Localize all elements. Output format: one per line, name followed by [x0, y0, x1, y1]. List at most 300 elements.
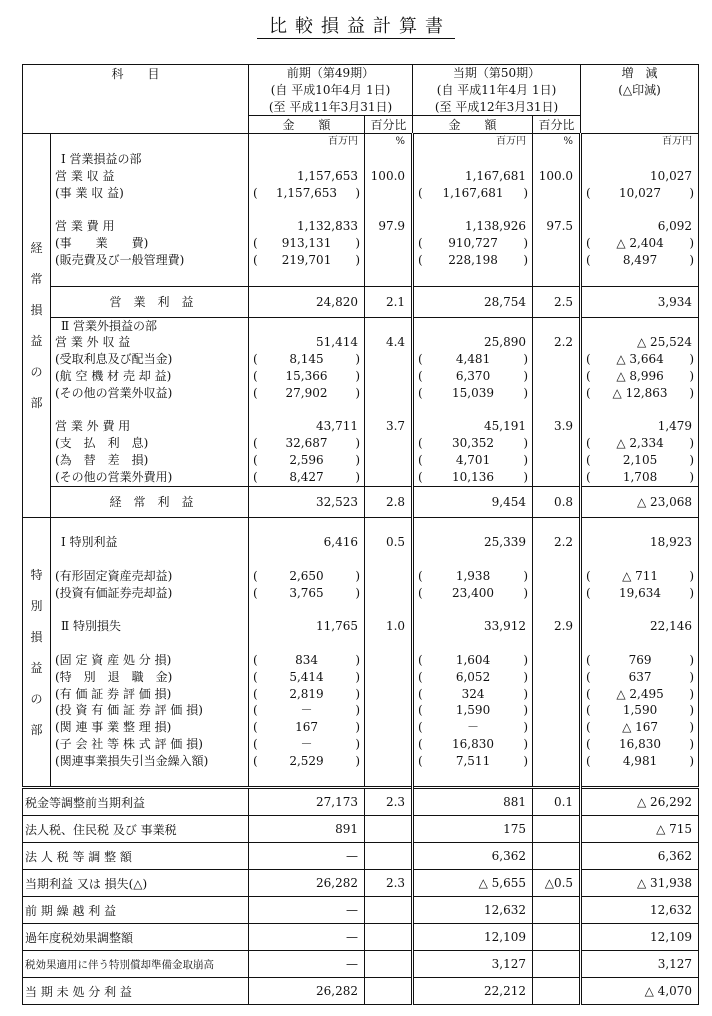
prev-amount: 167 — [295, 720, 318, 735]
curr-amount — [414, 652, 532, 669]
summary-label: 当期利益 又は 損失(△) — [23, 870, 249, 897]
empty — [533, 185, 579, 202]
empty — [582, 318, 698, 335]
paren-close: ) — [689, 753, 695, 768]
prev-amount — [249, 702, 364, 719]
curr-ratio: 3.9 — [553, 419, 574, 434]
paren-open: ( — [418, 185, 423, 200]
curr-amount: 25,339 — [484, 535, 527, 550]
paren-close: ) — [523, 753, 529, 768]
paren-open: ( — [253, 720, 258, 735]
diff-amount: 6,092 — [657, 219, 693, 234]
prev-ratio: 0.5 — [385, 535, 406, 550]
summary-curr: 12,109 — [413, 924, 533, 951]
spacer — [51, 769, 248, 786]
curr-ratio-cell — [533, 517, 581, 788]
prev-amount: 1,157,653 — [296, 168, 359, 183]
paren-open: ( — [586, 452, 591, 467]
curr-amount: 1,590 — [455, 703, 491, 718]
summary-curr: 881 — [413, 788, 533, 816]
spacer — [414, 269, 532, 286]
prev-amount: 2,529 — [289, 753, 324, 768]
empty — [533, 351, 579, 368]
prev-amount: 1,132,833 — [296, 219, 359, 234]
empty — [533, 151, 579, 168]
prev-amount — [249, 185, 364, 202]
summary-prev-ratio: 2.3 — [365, 788, 413, 816]
row-label: (為 替 差 損) — [55, 452, 149, 467]
prev-period-line: (至 平成11年3月31日) — [268, 99, 393, 114]
curr-amount: 1,167,681 — [442, 185, 504, 200]
paren-close: ) — [689, 585, 695, 600]
prev-amount: － — [300, 736, 313, 751]
summary-curr-ratio — [533, 951, 581, 978]
side-char: 部 — [30, 722, 43, 737]
diff-amount: 3,934 — [657, 294, 693, 309]
summary-label: 当 期 未 処 分 利 益 — [23, 978, 249, 1005]
row-label: (受取利息及び配当金) — [55, 352, 173, 367]
curr-amount — [414, 702, 532, 719]
paren-open: ( — [586, 185, 591, 200]
paren-close: ) — [355, 185, 360, 200]
empty — [533, 568, 579, 585]
diff-amount — [582, 185, 698, 202]
spacer — [249, 202, 364, 219]
prev-amount-cell — [249, 486, 365, 517]
summary-prev-ratio — [365, 816, 413, 843]
spacer — [414, 602, 532, 619]
summary-diff: △ 31,938 — [581, 870, 699, 897]
empty — [365, 185, 411, 202]
paren-close: ) — [355, 753, 360, 768]
diff-amount — [582, 568, 698, 585]
curr-amount: 4,481 — [455, 352, 491, 367]
curr-amount: 6,052 — [455, 669, 491, 684]
side-char: の — [30, 365, 43, 380]
label-cell — [51, 486, 249, 517]
row-label: (投 資 有 価 証 券 評 価 損) — [55, 703, 203, 718]
prev-ratio-cell — [365, 517, 413, 788]
diff-amount: 637 — [628, 669, 652, 684]
prev-amount: 11,765 — [316, 619, 359, 634]
ratio-header: 百分比 — [365, 116, 413, 134]
prev-amount — [249, 719, 364, 736]
curr-amount — [414, 736, 532, 753]
paren-close: ) — [523, 185, 529, 200]
empty — [533, 702, 579, 719]
row-label: (固 定 資 産 処 分 損) — [55, 652, 172, 667]
paren-open: ( — [418, 436, 423, 451]
side-char: 損 — [30, 629, 43, 644]
side-char: 益 — [30, 334, 43, 349]
spacer — [414, 518, 532, 535]
curr-amount: 23,400 — [452, 585, 495, 600]
spacer — [249, 769, 364, 786]
diff-header-line: 増 減 — [621, 66, 658, 80]
row-label: 営 業 外 費 用 — [55, 419, 131, 434]
spacer — [414, 635, 532, 652]
curr-amount: 6,370 — [455, 368, 491, 383]
paren-open: ( — [586, 669, 591, 684]
diff-amount: △ 2,334 — [616, 436, 664, 451]
prev-period-line: (自 平成10年4月 1日) — [270, 82, 391, 97]
empty — [365, 452, 411, 469]
curr-amount — [414, 753, 532, 770]
diff-amount: △ 3,664 — [616, 352, 664, 367]
paren-close: ) — [689, 652, 695, 667]
curr-ratio: 2.2 — [553, 535, 574, 550]
curr-amount: 28,754 — [484, 294, 527, 309]
paren-open: ( — [586, 686, 591, 701]
side-char: 常 — [30, 272, 43, 287]
row-label — [51, 134, 248, 151]
row-label: (その他の営業外費用) — [55, 469, 173, 484]
diff-amount — [582, 686, 698, 703]
empty — [533, 719, 579, 736]
row-label: (航 空 機 材 売 却 益) — [55, 368, 172, 383]
summary-diff: △ 26,292 — [581, 788, 699, 816]
curr-ratio-cell — [533, 134, 581, 286]
diff-amount — [582, 469, 698, 486]
spacer — [365, 402, 411, 419]
empty — [533, 736, 579, 753]
prev-amount — [249, 753, 364, 770]
curr-period-line: (至 平成12年3月31日) — [434, 99, 559, 114]
spacer — [582, 602, 698, 619]
prev-amount: 219,701 — [281, 252, 332, 267]
paren-close: ) — [355, 669, 360, 684]
empty — [249, 151, 364, 168]
paren-close: ) — [523, 652, 529, 667]
spacer — [365, 202, 411, 219]
curr-amount — [414, 435, 532, 452]
spacer — [365, 269, 411, 286]
spacer — [414, 551, 532, 568]
prev-amount: 24,820 — [316, 294, 359, 309]
curr-period-line: (自 平成11年4月 1日) — [436, 82, 557, 97]
side-char: 経 — [30, 241, 43, 256]
side-char: 損 — [30, 303, 43, 318]
paren-open: ( — [253, 753, 258, 768]
curr-ratio-cell — [533, 317, 581, 486]
diff-amount — [582, 351, 698, 368]
summary-diff: 12,632 — [581, 897, 699, 924]
diff-amount: 8,497 — [622, 252, 658, 267]
paren-close: ) — [355, 385, 361, 400]
prev-amount: 5,414 — [289, 669, 324, 684]
paren-open: ( — [586, 703, 591, 718]
paren-close: ) — [523, 469, 529, 484]
paren-open: ( — [253, 703, 258, 718]
row-label: Ⅰ 特別利益 — [61, 535, 118, 550]
spacer — [533, 269, 579, 286]
paren-close: ) — [689, 720, 695, 735]
prev-amount: 27,902 — [285, 385, 328, 400]
row-label: (その他の営業外収益) — [55, 385, 173, 400]
prev-amount — [249, 452, 364, 469]
paren-open: ( — [418, 669, 423, 684]
paren-open: ( — [253, 385, 258, 400]
empty — [533, 452, 579, 469]
income-statement-table — [22, 64, 699, 1005]
paren-close: ) — [523, 352, 529, 367]
paren-close: ) — [689, 185, 695, 200]
side-char: 別 — [30, 598, 43, 613]
empty — [365, 719, 411, 736]
diff-amount: 769 — [628, 652, 652, 667]
paren-close: ) — [689, 252, 695, 267]
paren-open: ( — [253, 568, 258, 583]
paren-close: ) — [523, 385, 529, 400]
paren-close: ) — [523, 736, 529, 751]
op-income-label: 営 業 利 益 — [109, 294, 194, 309]
diff-cell — [581, 486, 699, 517]
summary-curr-ratio — [533, 897, 581, 924]
prev-amount — [249, 385, 364, 402]
spacer — [249, 518, 364, 535]
label-cell — [51, 317, 249, 486]
diff-cell — [581, 517, 699, 788]
spacer — [51, 551, 248, 568]
spacer — [249, 551, 364, 568]
diff-amount — [582, 719, 698, 736]
spacer — [582, 202, 698, 219]
curr-ratio: 100.0 — [538, 168, 574, 183]
curr-amount: 15,039 — [452, 385, 495, 400]
summary-curr: 22,212 — [413, 978, 533, 1005]
diff-amount: 1,479 — [657, 419, 693, 434]
prev-amount: 2,650 — [289, 568, 324, 583]
paren-close: ) — [523, 368, 529, 383]
curr-period-header — [413, 65, 581, 116]
row-label: (有形固定資産売却益) — [55, 568, 173, 583]
spacer — [249, 602, 364, 619]
diff-amount: 16,830 — [619, 736, 662, 751]
prev-amount: 8,145 — [289, 352, 324, 367]
curr-amount-cell — [413, 517, 533, 788]
prev-amount — [249, 351, 364, 368]
diff-amount — [582, 452, 698, 469]
paren-open: ( — [253, 368, 258, 383]
paren-close: ) — [689, 669, 695, 684]
summary-label: 前 期 繰 越 利 益 — [23, 897, 249, 924]
diff-amount — [582, 435, 698, 452]
unit-label: % — [395, 136, 406, 148]
document-title: 比較損益計算書 — [0, 12, 712, 38]
summary-prev: — — [249, 924, 365, 951]
prev-ratio-cell — [365, 134, 413, 286]
curr-amount — [414, 452, 532, 469]
amount-header: 金 額 — [413, 116, 533, 134]
prev-amount-cell — [249, 317, 365, 486]
curr-amount: 16,830 — [452, 736, 495, 751]
spacer — [249, 635, 364, 652]
prev-amount: 2,819 — [289, 686, 324, 701]
empty — [365, 702, 411, 719]
curr-amount: 1,604 — [455, 652, 491, 667]
spacer — [249, 402, 364, 419]
diff-amount: △ 711 — [622, 568, 659, 583]
prev-amount: 43,711 — [316, 419, 359, 434]
curr-ratio: 2.9 — [553, 619, 574, 634]
row-label: (販売費及び一般管理費) — [55, 252, 185, 267]
prev-ratio-cell — [365, 486, 413, 517]
diff-amount — [582, 652, 698, 669]
spacer — [414, 402, 532, 419]
paren-close: ) — [689, 452, 695, 467]
unit-label: 百万円 — [328, 136, 359, 148]
paren-open: ( — [586, 352, 591, 367]
side-char: 益 — [30, 660, 43, 675]
curr-amount — [414, 686, 532, 703]
curr-amount — [414, 469, 532, 486]
paren-open: ( — [586, 436, 591, 451]
summary-curr-ratio — [533, 978, 581, 1005]
prev-amount — [249, 669, 364, 686]
summary-prev-ratio — [365, 897, 413, 924]
spacer — [533, 518, 579, 535]
paren-close: ) — [355, 368, 361, 383]
summary-curr-ratio: △0.5 — [533, 870, 581, 897]
empty — [533, 318, 579, 335]
diff-amount: 2,105 — [622, 452, 658, 467]
diff-amount: 22,146 — [650, 619, 693, 634]
ratio-header: 百分比 — [533, 116, 581, 134]
prev-amount: 2,596 — [289, 452, 324, 467]
empty — [533, 235, 579, 252]
empty — [365, 235, 411, 252]
empty — [533, 385, 579, 402]
paren-close: ) — [689, 385, 695, 400]
paren-open: ( — [586, 720, 591, 735]
curr-amount: 1,938 — [455, 568, 491, 583]
paren-close: ) — [355, 436, 361, 451]
curr-amount: 45,191 — [484, 419, 527, 434]
summary-diff: △ 715 — [581, 816, 699, 843]
row-label: Ⅱ 特別損失 — [61, 619, 121, 634]
paren-close: ) — [523, 585, 529, 600]
paren-open: ( — [586, 368, 591, 383]
paren-close: ) — [689, 236, 695, 251]
curr-amount — [414, 568, 532, 585]
diff-cell — [581, 286, 699, 317]
paren-open: ( — [418, 736, 423, 751]
summary-curr: 6,362 — [413, 843, 533, 870]
summary-prev-ratio: 2.3 — [365, 870, 413, 897]
paren-open: ( — [586, 736, 591, 751]
unit-label: 百万円 — [496, 136, 527, 148]
curr-amount: 33,912 — [484, 619, 527, 634]
row-label: (有 価 証 券 評 価 損) — [55, 686, 172, 701]
diff-amount: 4,981 — [622, 753, 658, 768]
curr-amount — [414, 235, 532, 252]
summary-diff: 12,109 — [581, 924, 699, 951]
paren-open: ( — [586, 568, 591, 583]
spacer — [533, 551, 579, 568]
summary-curr-ratio — [533, 816, 581, 843]
diff-amount: △ 167 — [622, 720, 659, 735]
spacer — [51, 202, 248, 219]
prev-ratio: 1.0 — [385, 619, 406, 634]
spacer — [533, 402, 579, 419]
empty — [365, 435, 411, 452]
special-side-label — [23, 517, 51, 788]
curr-amount: 9,454 — [491, 494, 527, 509]
spacer — [533, 635, 579, 652]
diff-amount: △ 2,495 — [616, 686, 664, 701]
diff-cell — [581, 317, 699, 486]
curr-period-line: 当期（第50期） — [452, 66, 541, 80]
spacer — [533, 769, 579, 786]
curr-amount — [414, 185, 532, 202]
empty — [365, 686, 411, 703]
empty — [414, 318, 532, 335]
paren-open: ( — [586, 652, 591, 667]
prev-ratio: 2.1 — [385, 294, 406, 309]
paren-close: ) — [355, 736, 360, 751]
paren-open: ( — [418, 385, 423, 400]
empty — [365, 753, 411, 770]
prev-amount: 1,157,653 — [275, 185, 338, 200]
paren-open: ( — [418, 720, 423, 735]
prev-ratio: 97.9 — [378, 219, 406, 234]
prev-amount: 8,427 — [289, 469, 324, 484]
paren-open: ( — [418, 236, 423, 251]
summary-prev-ratio — [365, 951, 413, 978]
paren-close: ) — [355, 703, 360, 718]
paren-close: ) — [523, 686, 529, 701]
prev-amount: 32,523 — [316, 494, 359, 509]
paren-close: ) — [355, 352, 360, 367]
prev-ratio: 2.8 — [385, 494, 406, 509]
paren-open: ( — [586, 469, 591, 484]
summary-prev-ratio — [365, 978, 413, 1005]
row-label: (事 業 収 益) — [55, 185, 124, 200]
paren-open: ( — [418, 703, 423, 718]
row-label: 営 業 外 収 益 — [55, 335, 131, 350]
paren-close: ) — [689, 352, 695, 367]
summary-prev-ratio — [365, 843, 413, 870]
curr-amount: － — [467, 720, 480, 735]
paren-close: ) — [355, 585, 360, 600]
ordinary-income-label: 経 常 利 益 — [109, 494, 194, 509]
row-label: (子 会 社 等 株 式 評 価 損) — [55, 736, 203, 751]
paren-open: ( — [418, 452, 423, 467]
prev-amount — [249, 469, 364, 486]
diff-amount: 18,923 — [650, 535, 693, 550]
curr-amount — [414, 385, 532, 402]
prev-ratio-cell — [365, 317, 413, 486]
paren-open: ( — [586, 585, 591, 600]
side-char: の — [30, 691, 43, 706]
curr-amount: 910,727 — [448, 236, 498, 251]
prev-amount — [249, 585, 364, 602]
paren-open: ( — [253, 352, 258, 367]
empty — [533, 753, 579, 770]
spacer — [582, 551, 698, 568]
empty — [365, 351, 411, 368]
summary-prev: — — [249, 951, 365, 978]
unit-label: % — [563, 136, 574, 148]
prev-amount-cell — [249, 517, 365, 788]
curr-amount: 1,167,681 — [464, 168, 527, 183]
prev-amount — [249, 652, 364, 669]
paren-close: ) — [355, 652, 361, 667]
paren-open: ( — [253, 469, 258, 484]
empty — [365, 368, 411, 385]
paren-open: ( — [586, 252, 591, 267]
empty — [414, 151, 532, 168]
